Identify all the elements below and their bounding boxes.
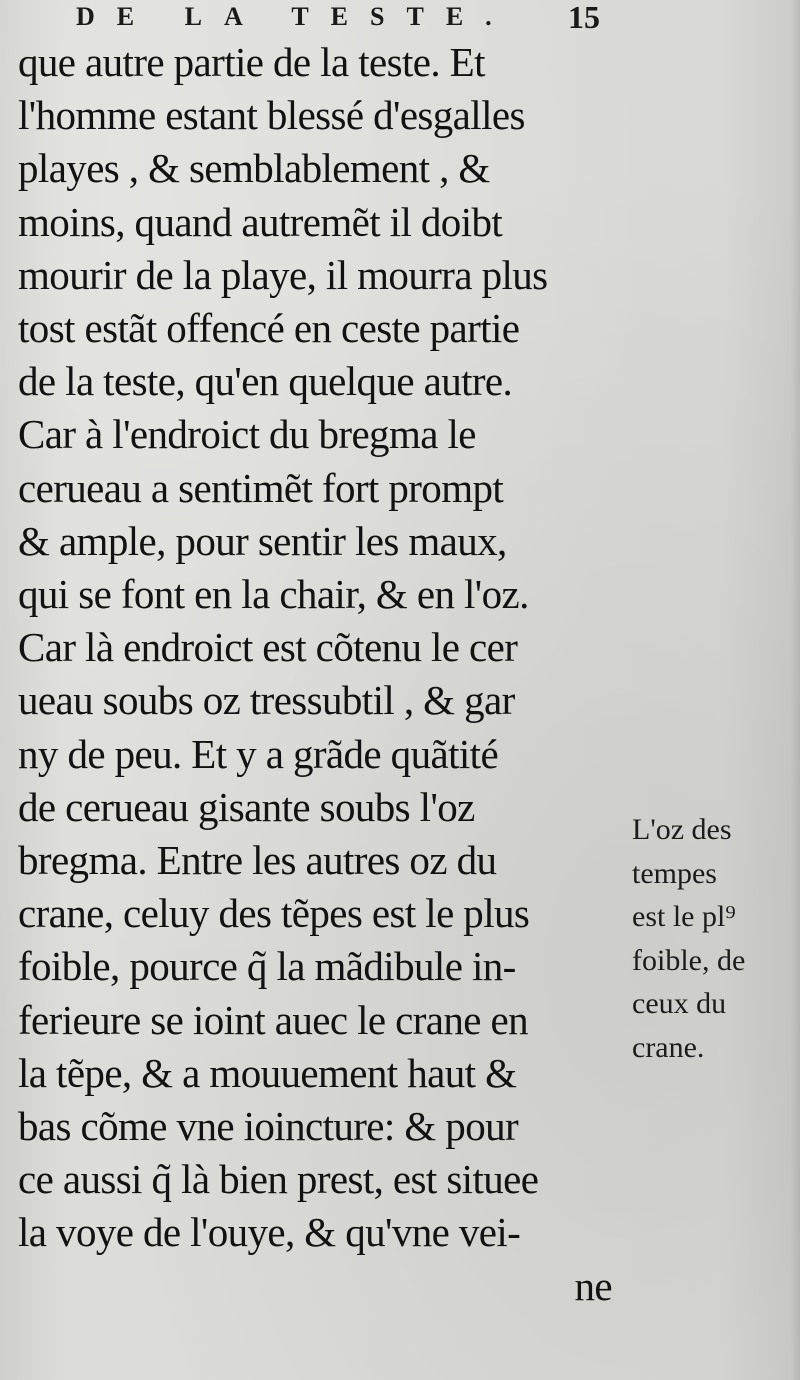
running-title: DE LA TESTE. <box>76 2 514 31</box>
text-line: l'homme estant blessé d'esgalles <box>18 92 525 139</box>
main-text-block <box>18 36 618 1313</box>
text-line: tost estãt offencé en ceste partie <box>18 305 520 352</box>
page-number: 15 <box>568 0 600 35</box>
marginal-note-line: ceux du <box>632 987 727 1021</box>
marginal-note-line: est le pl⁹ <box>632 900 736 934</box>
marginal-note-line: foible, de <box>632 943 746 977</box>
text-line: playes , & semblablement , & <box>18 145 490 192</box>
text-line: & ample, pour sentir les maux, <box>18 517 507 564</box>
page-edge-shadow <box>790 0 800 1380</box>
text-line: que autre partie de la teste. Et <box>18 39 485 85</box>
text-line: moins, quand autremẽt il doibt <box>18 198 503 245</box>
text-line: mourir de la playe, il mourra plus <box>18 251 548 298</box>
text-line: crane, celuy des tẽpes est le plus <box>18 890 530 937</box>
text-line: de cerueau gisante soubs l'oz <box>18 783 475 830</box>
text-line: ny de peu. Et y a grãde quãtité <box>18 730 499 777</box>
marginal-note-line: L'oz des <box>632 813 732 846</box>
catchword: ne <box>574 1262 612 1309</box>
marginal-note-line: tempes <box>632 856 717 890</box>
text-line: Car à l'endroict du bregma le <box>18 411 476 458</box>
marginal-note-line: crane. <box>632 1030 705 1064</box>
text-line: ferieure se ioint auec le crane en <box>18 996 528 1043</box>
text-line: ce aussi q̃ là bien prest, est situee <box>18 1156 539 1203</box>
text-line: cerueau a sentimẽt fort prompt <box>18 464 504 511</box>
show-through-text <box>628 58 800 358</box>
text-line: qui se font en la chair, & en l'oz. <box>18 571 529 618</box>
text-line: ueau soubs oz tressubtil , & gar <box>18 677 515 724</box>
text-line: la voye de l'ouye, & qu'vne vei- <box>18 1209 521 1256</box>
marginal-note <box>632 808 792 1070</box>
text-line: bas cõme vne ioincture: & pour <box>18 1103 519 1150</box>
text-line: bregma. Entre les autres oz du <box>18 837 497 884</box>
text-line: la tẽpe, & a mouuement haut & <box>18 1049 517 1096</box>
text-line: foible, pource q̃ la mãdibule in- <box>18 943 516 990</box>
text-line: Car là endroict est cõtenu le cer <box>18 624 518 671</box>
text-line: de la teste, qu'en quelque autre. <box>18 358 513 405</box>
